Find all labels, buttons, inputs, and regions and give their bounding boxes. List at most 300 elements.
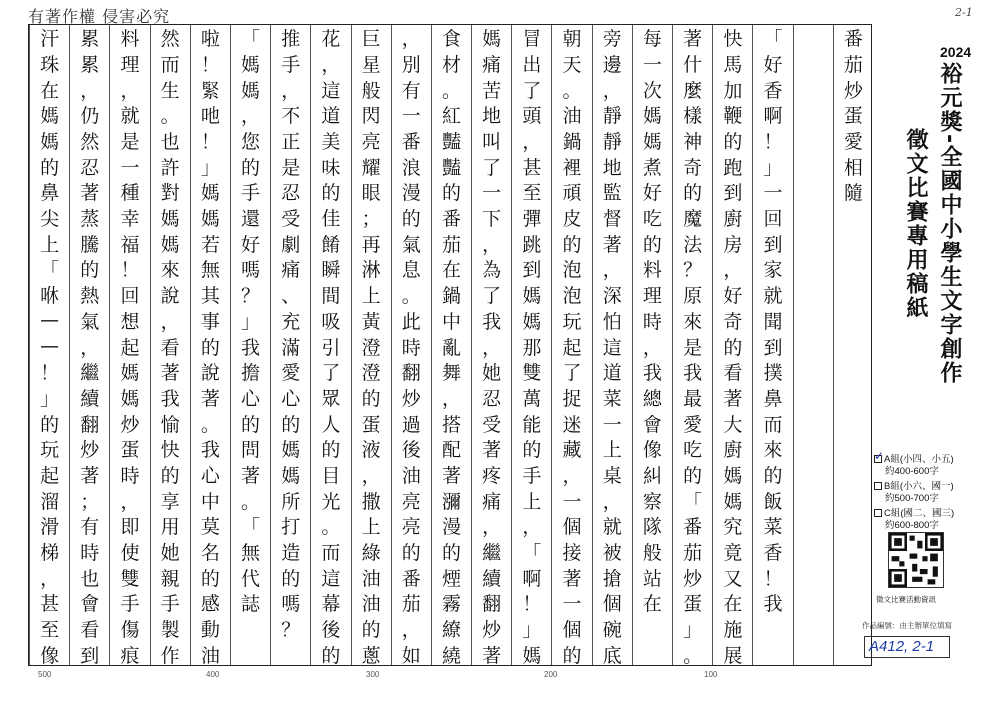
grid-cell: 香	[763, 541, 783, 564]
grid-cell: 我	[683, 362, 703, 385]
grid-cell: 香	[763, 79, 783, 102]
grid-cell: 其	[200, 285, 220, 308]
grid-cell: 感	[200, 593, 220, 616]
grid-cell: 上	[40, 233, 60, 256]
grid-cell: ！	[40, 362, 60, 385]
grid-cell	[794, 76, 833, 102]
grid-cell: 頑	[562, 182, 582, 205]
grid-column-12	[391, 25, 431, 665]
grid-cell: ？	[281, 618, 301, 641]
grid-cell: ；	[80, 490, 100, 513]
scale-label-100: 100	[704, 670, 718, 679]
grid-column-5	[672, 25, 712, 665]
grid-cell: 的	[522, 439, 542, 462]
grid-cell: 幕	[321, 593, 341, 616]
grid-cell: 作	[160, 644, 180, 667]
grid-cell: 不	[281, 105, 301, 128]
grid-cell: 一	[763, 182, 783, 205]
grid-cell: 菜	[763, 516, 783, 539]
grid-cell: 一	[401, 105, 421, 128]
grid-cell: ，	[120, 79, 140, 102]
grid-cell: 還	[241, 208, 261, 231]
grid-cell: 苦	[482, 79, 502, 102]
grid-cell: 的	[562, 233, 582, 256]
grid-cell: 這	[602, 336, 622, 359]
grid-cell: 的	[40, 156, 60, 179]
grid-cell: 然	[160, 28, 180, 51]
grid-cell	[794, 205, 833, 231]
grid-cell: 人	[321, 413, 341, 436]
grid-columns	[29, 25, 871, 665]
grid-cell: 無	[200, 259, 220, 282]
grid-cell: 所	[281, 490, 301, 513]
grid-cell: 愛	[843, 131, 863, 154]
grid-cell: 個	[602, 593, 622, 616]
grid-cell: ！	[200, 131, 220, 154]
grid-cell: 在	[642, 593, 662, 616]
grid-column-14	[310, 25, 350, 665]
grid-cell: 來	[683, 310, 703, 333]
grid-cell: ！	[763, 567, 783, 590]
qr-code-icon[interactable]	[888, 532, 944, 588]
grid-cell: 若	[200, 233, 220, 256]
grid-cell	[834, 307, 873, 333]
grid-cell: 。	[683, 644, 703, 667]
grid-cell: 的	[441, 541, 461, 564]
checkbox-a[interactable]	[874, 455, 882, 463]
grid-cell: 就	[120, 105, 140, 128]
group-option-a[interactable]	[874, 454, 990, 478]
grid-cell	[794, 307, 833, 333]
grid-cell	[834, 539, 873, 565]
scale-label-300: 300	[366, 670, 380, 679]
grid-cell: 搭	[441, 413, 461, 436]
grid-cell: 頭	[522, 105, 542, 128]
grid-cell	[794, 230, 833, 256]
grid-cell: 家	[763, 259, 783, 282]
group-option-b[interactable]	[874, 481, 990, 505]
grid-cell: ，	[602, 79, 622, 102]
grid-cell: 即	[120, 516, 140, 539]
grid-cell: 代	[241, 567, 261, 590]
grid-cell	[834, 205, 873, 231]
group-b-range: 約500-700字	[885, 493, 939, 504]
grid-cell: ，	[441, 387, 461, 410]
grid-cell: 忍	[80, 156, 100, 179]
grid-cell: 地	[482, 105, 502, 128]
grid-cell: 。	[441, 79, 461, 102]
grid-cell: 靜	[602, 131, 622, 154]
grid-cell: 般	[361, 79, 381, 102]
grid-cell: ，	[482, 233, 502, 256]
grid-cell: 。	[200, 413, 220, 436]
grid-cell: 炒	[683, 567, 703, 590]
grid-cell: 心	[281, 387, 301, 410]
grid-cell: 翻	[401, 362, 421, 385]
grid-cell: 瞬	[321, 259, 341, 282]
grid-cell: 道	[602, 362, 622, 385]
grid-cell: 黃	[361, 310, 381, 333]
grid-cell: 」	[241, 310, 261, 333]
grid-cell: 嗎	[281, 593, 301, 616]
grid-cell: 耀	[361, 156, 381, 179]
grid-cell: 澄	[361, 362, 381, 385]
grid-cell: 引	[321, 336, 341, 359]
grid-cell: 督	[602, 208, 622, 231]
grid-column-9	[511, 25, 551, 665]
grid-cell: 怕	[602, 310, 622, 333]
grid-cell: ！	[200, 54, 220, 77]
grid-cell: 為	[482, 259, 502, 282]
grid-cell: 誌	[241, 593, 261, 616]
grid-cell: 而	[763, 413, 783, 436]
grid-cell: 媽	[241, 54, 261, 77]
grid-cell: 她	[160, 541, 180, 564]
group-a-range: 約400-600字	[885, 466, 939, 477]
checkbox-b[interactable]	[874, 482, 882, 490]
grid-cell: 目	[321, 464, 341, 487]
grid-cell: 騰	[80, 233, 100, 256]
grid-cell: 蒸	[80, 208, 100, 231]
grid-cell: 媽	[522, 310, 542, 333]
grid-cell: 冒	[522, 28, 542, 51]
grid-cell: 茄	[843, 54, 863, 77]
grid-cell: 痕	[120, 644, 140, 667]
grid-cell: 而	[160, 54, 180, 77]
grid-cell: 奇	[683, 156, 703, 179]
grid-cell: 。	[562, 79, 582, 102]
info-panel	[862, 24, 992, 666]
grid-cell: 「	[522, 541, 542, 564]
grid-cell: 最	[683, 387, 703, 410]
grid-cell: 著	[683, 28, 703, 51]
grid-cell: 到	[80, 644, 100, 667]
grid-cell: 」	[40, 387, 60, 410]
grid-cell: 我	[200, 439, 220, 462]
grid-column-11	[431, 25, 471, 665]
grid-cell: 被	[602, 541, 622, 564]
grid-cell: 接	[562, 541, 582, 564]
grid-cell: 」	[683, 618, 703, 641]
grid-cell: 後	[321, 618, 341, 641]
grid-cell: 星	[361, 54, 381, 77]
grid-cell: 嗎	[241, 259, 261, 282]
grid-cell: 捉	[562, 387, 582, 410]
grid-cell: 有	[80, 516, 100, 539]
grid-cell: 就	[763, 285, 783, 308]
grid-cell: 「	[763, 28, 783, 51]
grid-cell: 媽	[40, 131, 60, 154]
grid-cell: 這	[321, 567, 341, 590]
grid-cell: 番	[843, 28, 863, 51]
manuscript-grid	[28, 24, 872, 666]
grid-cell	[834, 462, 873, 488]
grid-cell: 個	[562, 516, 582, 539]
grid-column-21	[29, 25, 69, 665]
grid-cell: 這	[321, 79, 341, 102]
grid-column-19	[109, 25, 149, 665]
grid-cell: 享	[160, 490, 180, 513]
grid-cell: 、	[281, 285, 301, 308]
grid-cell: ，	[482, 336, 502, 359]
grid-cell: ，	[361, 464, 381, 487]
grid-cell: 珠	[40, 54, 60, 77]
grid-cell: 炒	[482, 618, 502, 641]
grid-cell: 也	[80, 567, 100, 590]
grid-cell: 亮	[401, 490, 421, 513]
grid-cell: ，	[321, 54, 341, 77]
grid-cell: 出	[522, 54, 542, 77]
grid-cell: 泡	[562, 285, 582, 308]
grid-cell: 著	[562, 567, 582, 590]
grid-cell: 吃	[642, 208, 662, 231]
grid-cell: 玩	[40, 439, 60, 462]
grid-cell: 氣	[80, 310, 100, 333]
group-b-label: B組(小六、國一)	[884, 481, 954, 492]
grid-cell	[794, 282, 833, 308]
grid-cell: 名	[200, 541, 220, 564]
grid-cell: 我	[160, 387, 180, 410]
grid-cell: 然	[80, 131, 100, 154]
grid-cell	[794, 153, 833, 179]
grid-cell: 媽	[120, 387, 140, 410]
grid-cell: 傷	[120, 618, 140, 641]
grid-column-20	[69, 25, 109, 665]
grid-cell: 溜	[40, 490, 60, 513]
grid-cell: 媽	[482, 28, 502, 51]
grid-cell: 雙	[522, 362, 542, 385]
grid-cell	[794, 179, 833, 205]
grid-cell	[834, 487, 873, 513]
grid-cell	[794, 359, 833, 385]
grid-cell: 的	[683, 464, 703, 487]
grid-cell: 材	[441, 54, 461, 77]
grid-cell: 翻	[80, 413, 100, 436]
grid-cell: 著	[80, 182, 100, 205]
grid-cell: 像	[642, 439, 662, 462]
grid-cell	[834, 410, 873, 436]
grid-cell: 到	[522, 259, 542, 282]
grid-cell: 浪	[401, 156, 421, 179]
grid-cell: 油	[361, 567, 381, 590]
grid-cell: 用	[160, 516, 180, 539]
grid-cell: 時	[401, 336, 421, 359]
grid-cell: 我	[241, 336, 261, 359]
grid-cell: 再	[361, 233, 381, 256]
grid-cell: 尖	[40, 208, 60, 231]
grid-cell: 在	[723, 593, 743, 616]
grid-cell	[834, 230, 873, 256]
grid-cell: 煙	[441, 567, 461, 590]
grid-cell: 就	[602, 516, 622, 539]
grid-cell: 繞	[441, 644, 461, 667]
grid-cell: 著	[441, 464, 461, 487]
grid-cell: 炒	[401, 387, 421, 410]
grid-cell: 是	[683, 336, 703, 359]
grid-cell: 閃	[361, 105, 381, 128]
grid-cell: 的	[441, 182, 461, 205]
grid-cell: 快	[723, 28, 743, 51]
grid-cell: 好	[763, 54, 783, 77]
grid-cell: 朝	[562, 28, 582, 51]
grid-cell: 著	[241, 464, 261, 487]
grid-cell	[794, 385, 833, 411]
grid-cell: 受	[281, 208, 301, 231]
grid-cell: 受	[482, 413, 502, 436]
grid-cell: 味	[321, 156, 341, 179]
grid-cell	[794, 51, 833, 77]
grid-cell: 天	[562, 54, 582, 77]
grid-cell: 配	[441, 439, 461, 462]
grid-cell: 了	[562, 362, 582, 385]
grid-cell	[834, 333, 873, 359]
grid-cell: 著	[200, 387, 220, 410]
grid-cell: 想	[120, 310, 140, 333]
grid-cell: 氣	[401, 233, 421, 256]
grid-cell: 施	[723, 618, 743, 641]
grid-cell: 眾	[321, 387, 341, 410]
grid-cell: 瀰	[441, 490, 461, 513]
grid-cell: 綠	[361, 541, 381, 564]
grid-cell: 馬	[723, 54, 743, 77]
grid-cell	[794, 487, 833, 513]
grid-column-6	[632, 25, 672, 665]
grid-cell: 手	[160, 593, 180, 616]
grid-cell: 會	[642, 413, 662, 436]
grid-cell: 吸	[321, 310, 341, 333]
group-options	[874, 454, 990, 535]
grid-cell: 繼	[80, 362, 100, 385]
grid-cell: 鼻	[40, 182, 60, 205]
grid-cell: 房	[723, 233, 743, 256]
grid-cell: 一	[602, 413, 622, 436]
grid-cell: 息	[401, 259, 421, 282]
grid-cell: 旁	[602, 28, 622, 51]
grid-cell: 一	[642, 54, 662, 77]
grid-cell: 如	[401, 644, 421, 667]
grid-cell: 的	[281, 567, 301, 590]
grid-cell: 梯	[40, 541, 60, 564]
grid-cell: 的	[40, 413, 60, 436]
grid-cell: 。	[160, 105, 180, 128]
grid-cell: 我	[763, 593, 783, 616]
grid-cell: 啊	[522, 567, 542, 590]
grid-cell: 一	[120, 156, 140, 179]
grid-cell: 至	[40, 618, 60, 641]
grid-cell: 番	[401, 567, 421, 590]
grid-cell: 」	[522, 618, 542, 641]
grid-cell: 汗	[40, 28, 60, 51]
grid-cell: 像	[40, 644, 60, 667]
grid-cell: 媽	[160, 233, 180, 256]
grid-cell: 樣	[683, 105, 703, 128]
grid-cell: 愛	[683, 413, 703, 436]
grid-cell: 糾	[642, 464, 662, 487]
grid-cell: 時	[80, 541, 100, 564]
grid-cell	[794, 102, 833, 128]
grid-cell: 的	[723, 131, 743, 154]
grid-cell: 到	[763, 336, 783, 359]
grid-cell: 玩	[562, 310, 582, 333]
grid-cell	[753, 616, 792, 642]
grid-cell: ！	[120, 259, 140, 282]
grid-cell: ，	[80, 336, 100, 359]
grid-cell: 廚	[723, 439, 743, 462]
grid-cell: 次	[642, 79, 662, 102]
grid-cell: 監	[602, 182, 622, 205]
grid-cell: 鍋	[441, 285, 461, 308]
grid-cell: 啦	[200, 28, 220, 51]
grid-cell: 翻	[482, 593, 502, 616]
grid-cell: 油	[562, 105, 582, 128]
grid-cell: 事	[200, 310, 220, 333]
grid-cell: 「	[683, 490, 703, 513]
contest-subtitle: 徵文比賽專用稿紙	[903, 128, 928, 320]
grid-cell	[794, 333, 833, 359]
grid-cell: 的	[763, 464, 783, 487]
grid-cell: 推	[281, 28, 301, 51]
grid-cell: 茄	[401, 593, 421, 616]
grid-cell: 手	[522, 464, 542, 487]
grid-cell: 的	[241, 156, 261, 179]
grid-cell: 來	[160, 259, 180, 282]
grid-cell: 鼻	[763, 387, 783, 410]
grid-cell: ，	[602, 259, 622, 282]
grid-cell: 泡	[562, 259, 582, 282]
grid-cell: 看	[160, 336, 180, 359]
grid-cell: 「	[40, 259, 60, 282]
scale-bar	[28, 670, 872, 684]
serial-number: A412, 2-1	[869, 638, 935, 655]
grid-cell: 愛	[281, 362, 301, 385]
grid-cell: 痛	[482, 490, 502, 513]
grid-cell: 相	[843, 156, 863, 179]
grid-cell: 聞	[763, 310, 783, 333]
grid-cell: 繼	[482, 541, 502, 564]
grid-cell: 咻	[40, 285, 60, 308]
grid-cell: 炒	[843, 79, 863, 102]
grid-cell: 的	[361, 387, 381, 410]
grid-cell: 察	[642, 490, 662, 513]
grid-cell: ，	[241, 105, 261, 128]
grid-cell: 道	[321, 105, 341, 128]
grid-cell	[794, 25, 833, 51]
scale-label-500: 500	[38, 670, 52, 679]
group-option-c[interactable]	[874, 508, 990, 532]
grid-cell: 。	[401, 285, 421, 308]
grid-cell: 料	[642, 259, 662, 282]
grid-cell: 而	[321, 541, 341, 564]
grid-cell: 媽	[642, 131, 662, 154]
grid-cell: 中	[441, 310, 461, 333]
grid-cell: 皮	[562, 208, 582, 231]
grid-cell: 的	[160, 464, 180, 487]
checkbox-c[interactable]	[874, 509, 882, 517]
serial-box[interactable]	[864, 636, 950, 658]
grid-cell: 料	[120, 28, 140, 51]
grid-cell: 的	[401, 541, 421, 564]
grid-cell: 蛋	[843, 105, 863, 128]
grid-cell: 心	[200, 464, 220, 487]
grid-column-3	[752, 25, 792, 665]
grid-cell: 此	[401, 310, 421, 333]
grid-cell	[794, 641, 833, 667]
grid-cell: 豔	[441, 156, 461, 179]
grid-cell: 著	[482, 644, 502, 667]
grid-cell: 快	[160, 439, 180, 462]
grid-cell: 的	[200, 567, 220, 590]
grid-cell: 後	[401, 439, 421, 462]
